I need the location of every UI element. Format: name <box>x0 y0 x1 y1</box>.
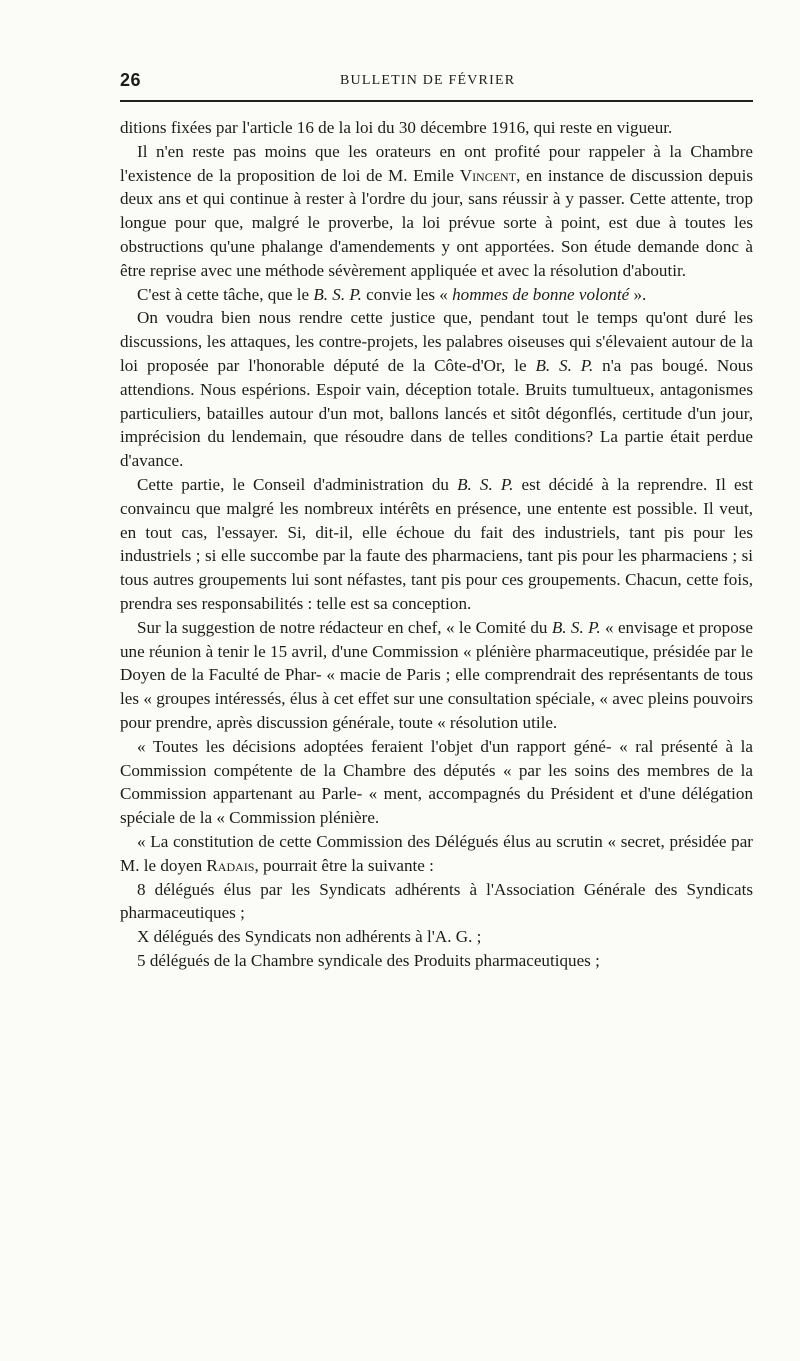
paragraph-5-text-b: « envisage et propose une réunion à tenir le 15 avril, d'une Commission « plénière pharmaceutique, présidée par le Doyen de la Faculté de Phar- « macie de Paris ; elle comprendrait des représentants de tous les « groupes intéressés, élus à cet effet sur une consultation spéciale, « avec pleins pouvoirs pour prendre, après discussion générale, toute « résolution utile. <box>120 617 753 732</box>
name-radais: Radais <box>206 855 255 875</box>
page-header <box>120 0 753 92</box>
paragraph-4-text-b: est décidé à la reprendre. Il est convaincu que malgré les nombreux intérêts en présence, une entente est possible. Il veut, en tout cas, l'essayer. Si, dit-il, elle échoue du fait des industriels, tant pis pour les industriels ; si elle succombe par la faute des pharmaciens, tant pis pour les pharmaciens ; si tous autres groupements lui sont néfastes, tant pis pour ces groupements. Chacun, cette fois, prendra ses responsabilités : telle est sa conception. <box>120 474 753 613</box>
paragraph-1-text-a: Il n'en reste pas moins que les orateurs en ont profité pour rappeler à la Chambre l'existence de la proposition de loi de M. Emile <box>120 141 753 185</box>
paragraph-7-text-b: , pourrait être la suivante : <box>254 855 434 875</box>
bsp-abbrev: B. S. P. <box>313 284 362 304</box>
page-number: 26 <box>120 70 142 90</box>
running-title: BULLETIN DE FÉVRIER <box>340 73 516 88</box>
paragraph-6-text: « Toutes les décisions adoptées feraient l'objet d'un rapport géné- « ral présenté à la Commission compétente de la Chambre des députés « par les soins des membres de la Commission appartenant au Parle- « ment, accompagnés du Président et d'une délégation spéciale de la « Commission plénière. <box>120 736 753 828</box>
paragraph-5 <box>120 616 753 735</box>
paragraph-8-text: 8 délégués élus par les Syndicats adhérents à l'Association Générale des Syndicats pharmaceutiques ; <box>120 879 753 923</box>
paragraph-10-text: 5 délégués de la Chambre syndicale des Produits pharmaceutiques ; <box>137 950 600 970</box>
paragraph-2-text-b: convie les « <box>361 284 453 304</box>
paragraph-3-text-b: n'a pas bougé. Nous attendions. Nous espérions. Espoir vain, déception totale. Bruits tumultueux, antagonismes particuliers, batailles autour d'un mot, ballons lancés et sitôt dégonflés, certitude d'un jour, imprécision du lendemain, que résoudre dans de telles conditions? La partie était perdue d'avance. <box>120 355 754 471</box>
bsp-abbrev: B. S. P. <box>457 474 514 494</box>
paragraph-9 <box>120 925 753 949</box>
bsp-abbrev: B. S. P. <box>551 617 601 637</box>
paragraph-8 <box>120 878 753 926</box>
paragraph-9-text: X délégués des Syndicats non adhérents à l'A. G. ; <box>137 927 482 947</box>
paragraph-1-text-b: , en instance de discussion depuis deux ans et qui continue à rester à l'ordre du jour, sans réussir à y passer. Cette attente, trop longue pour que, malgré le proverbe, la loi prévue sorte à point, est due à toutes les obstructions qu'une phalange d'amendements y ont apportées. Son étude demande donc à être reprise avec une méthode sévèrement appliquée et avec la résolution d'aboutir. <box>120 165 753 280</box>
paragraph-4-text-a: Cette partie, le Conseil d'administration du <box>137 474 458 494</box>
paragraph-7-text-a: « La constitution de cette Commission des Délégués élus au scrutin « secret, présidée par M. le doyen <box>120 831 753 875</box>
paragraph-2-text-a: C'est à cette tâche, que le <box>137 284 314 304</box>
paragraph-6 <box>120 735 753 830</box>
paragraph-7 <box>120 830 753 878</box>
article-body <box>120 116 753 973</box>
paragraph-2 <box>120 283 753 307</box>
name-vincent: Vincent <box>459 165 517 185</box>
paragraph-3 <box>120 306 753 473</box>
paragraph-10 <box>120 949 753 973</box>
header-rule <box>120 100 753 102</box>
paragraph-4 <box>120 473 753 616</box>
paragraph-1 <box>120 140 753 283</box>
bsp-abbrev: B. S. P. <box>535 355 594 375</box>
paragraph-0-text: ditions fixées par l'article 16 de la loi du 30 décembre 1916, qui reste en vigueur. <box>120 118 673 137</box>
paragraph-3-text-a: On voudra bien nous rendre cette justice que, pendant tout le temps qu'ont duré les discussions, les attaques, les contre-projets, les palabres oiseuses qui s'élevaient autour de la loi proposée par l'honorable député de la Côte-d'Or, le <box>120 308 753 375</box>
paragraph-2-text-c: ». <box>629 284 647 304</box>
quote-bonne-volonte: hommes de bonne volonté <box>452 284 630 304</box>
paragraph-5-text-a: Sur la suggestion de notre rédacteur en chef, « le Comité du <box>137 617 552 637</box>
paragraph-0 <box>120 116 753 140</box>
